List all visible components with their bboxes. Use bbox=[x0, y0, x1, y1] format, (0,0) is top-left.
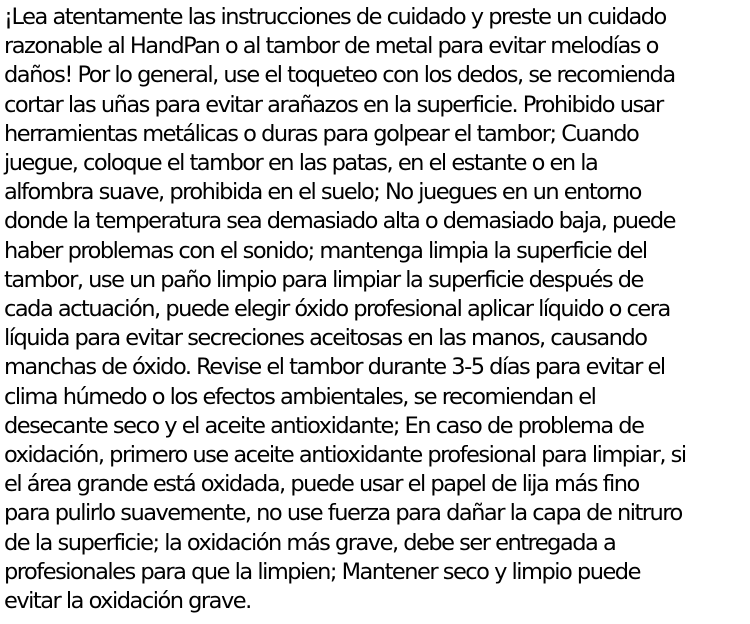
text-line: cada actuación, puede elegir óxido profesional aplicar líquido o cera bbox=[4, 296, 670, 323]
text-line: daños! Por lo general, use el toqueteo con los dedos, se recomienda bbox=[4, 62, 675, 89]
text-line: alfombra suave, prohibida en el suelo; No juegues en un entorno bbox=[4, 179, 641, 206]
text-line: juegue, coloque el tambor en las patas, en el estante o en la bbox=[4, 150, 598, 177]
text-line: evitar la oxidación grave. bbox=[4, 588, 251, 615]
text-line: clima húmedo o los efectos ambientales, se recomiendan el bbox=[4, 383, 596, 410]
text-line: el área grande está oxidada, puede usar el papel de lija más fino bbox=[4, 471, 639, 498]
text-line: herramientas metálicas o duras para golpear el tambor; Cuando bbox=[4, 120, 639, 147]
text-line: oxidación, primero use aceite antioxidante profesional para limpiar, si bbox=[4, 442, 686, 469]
text-line: razonable al HandPan o al tambor de metal para evitar melodías o bbox=[4, 33, 658, 60]
text-line: desecante seco y el aceite antioxidante; En caso de problema de bbox=[4, 412, 644, 439]
text-line: profesionales para que la limpien; Mantener seco y limpio puede bbox=[4, 558, 640, 585]
text-line: líquida para evitar secreciones aceitosas en las manos, causando bbox=[4, 325, 647, 352]
text-line: de la superficie; la oxidación más grave, debe ser entregada a bbox=[4, 529, 616, 556]
text-line: manchas de óxido. Revise el tambor durante 3-5 días para evitar el bbox=[4, 354, 665, 381]
text-line: cortar las uñas para evitar arañazos en la superficie. Prohibido usar bbox=[4, 91, 663, 118]
care-instructions-text bbox=[4, 3, 748, 616]
text-line: haber problemas con el sonido; mantenga limpia la superficie del bbox=[4, 237, 647, 264]
text-line: para pulirlo suavemente, no use fuerza para dañar la capa de nitruro bbox=[4, 500, 682, 527]
text-line: tambor, use un paño limpio para limpiar la superficie después de bbox=[4, 266, 643, 293]
text-line: donde la temperatura sea demasiado alta o demasiado baja, puede bbox=[4, 208, 676, 235]
text-line: ¡Lea atentamente las instrucciones de cuidado y preste un cuidado bbox=[4, 4, 666, 30]
